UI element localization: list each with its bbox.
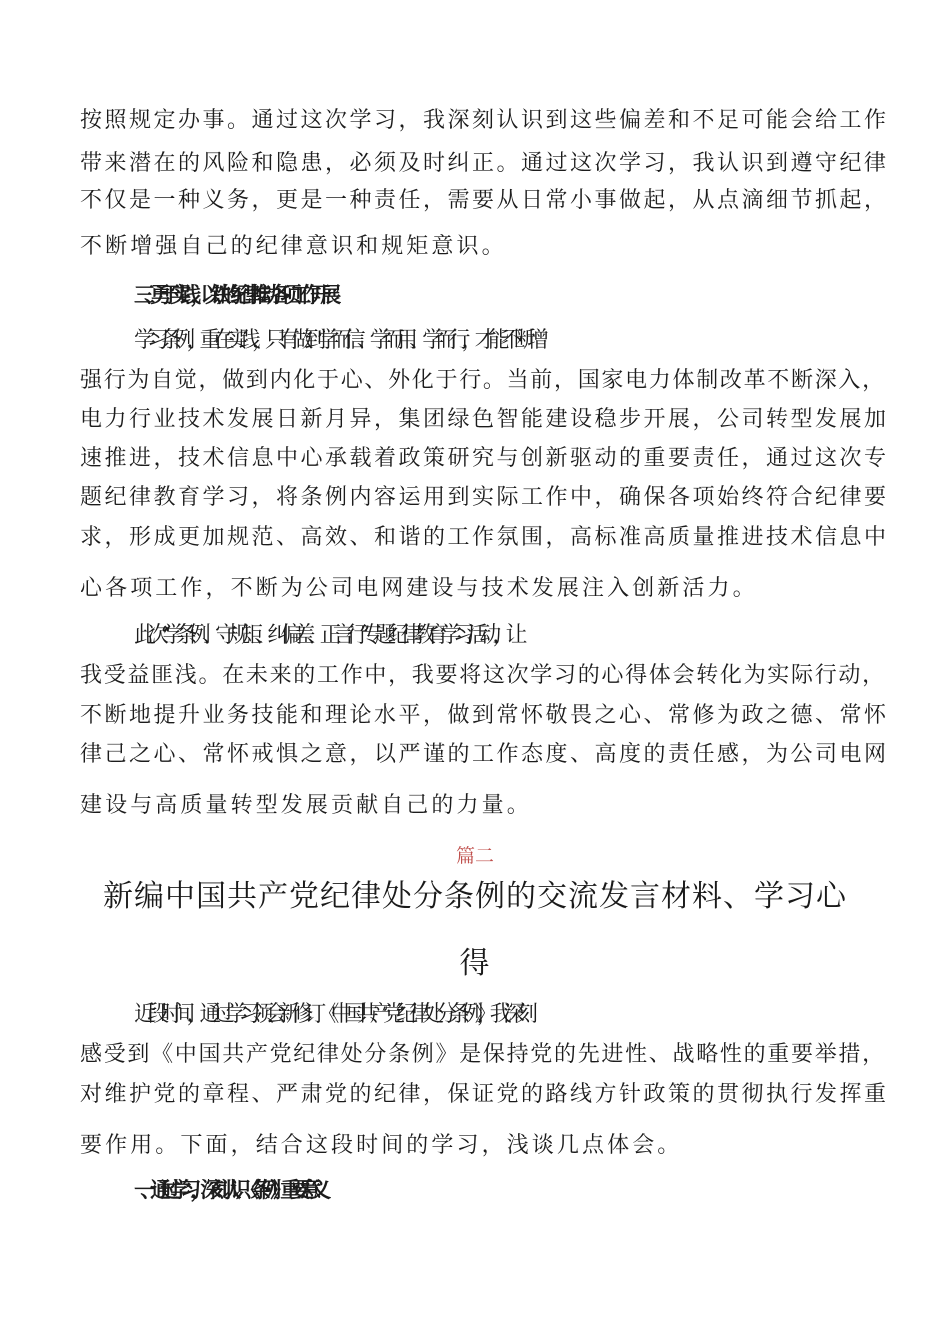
- section-label: 篇二: [455, 845, 494, 867]
- text-line: 电力行业技术发展日新月异，集团绿色智能建设稳步开展，公司转型发展加: [80, 407, 889, 432]
- section-heading: 三、 勇于实践，以铁的纪律推动各项工作开展: [134, 283, 331, 307]
- text-line: 强行为自觉，做到内化于心、外化于行。当前，国家电力体制改革不断深入，: [80, 368, 886, 393]
- document-title-continued: 得: [459, 946, 491, 981]
- text-line: 要作用。下面，结合这段时间的学习，浅谈几点体会。: [80, 1133, 683, 1158]
- text-line: 题纪律教育学习，将条例内容运用到实际工作中，确保各项始终符合纪律要: [80, 485, 889, 510]
- text-line: 不仅是一种义务，更是一种责任，需要从日常小事做起，从点滴细节抓起，: [80, 188, 889, 213]
- text-line: 对维护党的章程、严肃党的纪律，保证党的路线方针政策的贯彻执行发挥重: [80, 1082, 889, 1107]
- text-line: 带来潜在的风险和隐患，必须及时纠正。通过这次学习，我认识到遵守纪律: [80, 151, 889, 176]
- text-line: 不断增强自己的纪律意识和规矩意识。: [80, 234, 507, 259]
- text-line: 按照规定办事。通过这次学习，我深刻认识到这些偏差和不足可能会给工作: [80, 108, 889, 133]
- document-title: 新编中国共产党纪律处分条例的交流发言材料、学习心: [103, 879, 847, 914]
- text-line: 感受到《中国共产党纪律处分条例》是保持党的先进性、战略性的重要举措，: [80, 1042, 886, 1067]
- text-line: 此次“学条例、守规矩、纠偏差、正言行”专题纪律教育学习活动，让: [134, 623, 519, 648]
- text-line: 速推进，技术信息中心承载着政策研究与创新驱动的重要责任，通过这次专: [80, 446, 889, 471]
- text-line: 近段时间，通过学习领会新修订《中国共产党纪律处分条例》，我深刻: [134, 1002, 530, 1027]
- section-heading: 一 、通过学习，深刻认识《条例》重要意义: [134, 1178, 321, 1202]
- text-line: 学习条例，重在实践，只有做到学而信、学而用、学而行，才能不断增: [134, 328, 541, 353]
- text-line: 建设与高质量转型发展贡献自己的力量。: [80, 793, 532, 818]
- text-line: 我受益匪浅。在未来的工作中，我要将这次学习的心得体会转化为实际行动，: [80, 663, 886, 688]
- text-line: 律己之心、常怀戒惧之意，以严谨的工作态度、高度的责任感，为公司电网: [80, 742, 889, 767]
- text-line: 心各项工作，不断为公司电网建设与技术发展注入创新活力。: [80, 576, 758, 601]
- text-line: 不断地提升业务技能和理论水平，做到常怀敬畏之心、常修为政之德、常怀: [80, 703, 889, 728]
- text-line: 求，形成更加规范、高效、和谐的工作氛围，高标准高质量推进技术信息中: [80, 525, 889, 550]
